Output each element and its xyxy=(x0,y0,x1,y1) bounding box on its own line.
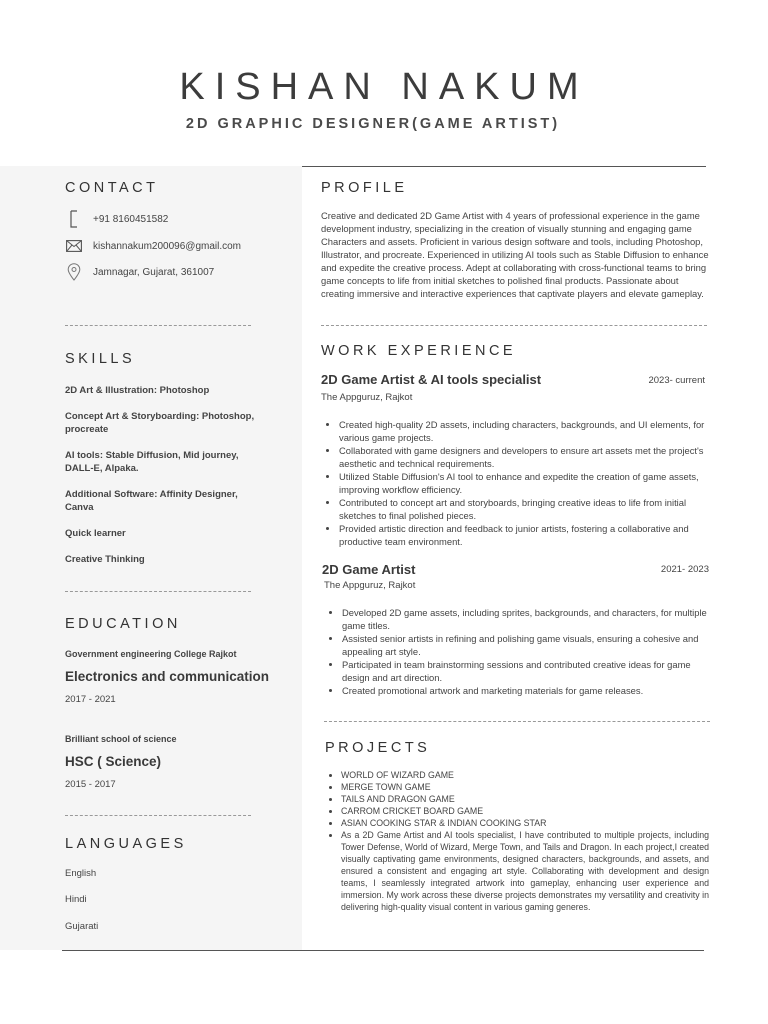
contact-phone xyxy=(65,210,168,228)
projects-list xyxy=(323,769,709,913)
skills-divider xyxy=(65,591,251,592)
language-item: Gujarati xyxy=(65,921,99,932)
mail-icon xyxy=(65,237,83,255)
list-item: • Created promotional artwork and marketing materials for game releases. xyxy=(342,684,712,697)
contact-email xyxy=(65,237,241,255)
list-item: • Contributed to concept art and storyboards, bringing creative ideas to life from initial sketches to final polished pieces. xyxy=(339,496,707,522)
profile-title: PROFILE xyxy=(321,180,408,196)
list-item: • Created high-quality 2D assets, including characters, backgrounds, and UI elements, for various game projects. xyxy=(339,418,707,444)
contact-title: CONTACT xyxy=(65,180,159,196)
list-item: • WORLD OF WIZARD GAME xyxy=(341,769,709,781)
resume-role: 2D GRAPHIC DESIGNER(GAME ARTIST) xyxy=(185,116,561,132)
education-degree: HSC ( Science) xyxy=(65,754,162,769)
list-item: • Provided artistic direction and feedback to junior artists, fostering a collaborative and productive team environment. xyxy=(339,522,707,548)
list-item: • ASIAN COOKING STAR & INDIAN COOKING STAR xyxy=(341,817,709,829)
list-item: • Utilized Stable Diffusion's AI tool to enhance and expedite the creation of game assets, improving workflow efficiency. xyxy=(339,470,707,496)
education-title: EDUCATION xyxy=(65,616,181,632)
language-item: English xyxy=(65,868,97,879)
email-address: kishannakum200096@gmail.com xyxy=(93,240,242,252)
contact-divider xyxy=(65,325,251,326)
list-item: • As a 2D Game Artist and AI tools specialist, I have contributed to multiple projects, including Tower Defense, World of Wizard, Merge Town, and Tails and Dragon. In each project,I created visually captivating game environments, designed characters, backgrounds, and assets, and ensured a consistent and engaging art style. Collaborating with development and design teams, I seamlessly integrated artwork into gameplay, enhancing user experience and immersion. My work across these diverse projects demonstrates my versatility and creativity in delivering high-quality visual content in various gaming generes. xyxy=(341,829,709,913)
list-item: • MERGE TOWN GAME xyxy=(341,781,709,793)
job-dates: 2021- 2023 xyxy=(660,564,709,575)
resume-name: KISHAN NAKUM xyxy=(179,66,589,108)
education-years: 2017 - 2021 xyxy=(65,694,116,705)
list-item: • Assisted senior artists in refining and polishing game visuals, ensuring a cohesive and appealing art style. xyxy=(342,632,712,658)
job-title: 2D Game Artist & AI tools specialist xyxy=(321,372,542,387)
job-company: The Appguruz, Rajkot xyxy=(321,392,413,403)
list-item: • Collaborated with game designers and developers to ensure art assets met the project's aesthetic and technical requirements. xyxy=(339,444,707,470)
location-pin-icon xyxy=(65,263,83,281)
list-item: • TAILS AND DRAGON GAME xyxy=(341,793,709,805)
phone-icon xyxy=(65,210,83,228)
skill-item: 2D Art & Illustration: Photoshop xyxy=(65,385,210,396)
profile-text: Creative and dedicated 2D Game Artist with 4 years of professional experience in the game development industry, specializing in the creation of visually stunning and engaging game Characters and assets. Proficient in various design software and tools, including Photoshop, Illustrator, and procreate. Experienced in utilizing AI tools such as Stable Diffusion to enhance and expedite the creative process. Adept at collaborating with cross-functional teams to bring game concepts to life from initial sketches to polished final products. Passionate about creating immersive and interactive experiences that captivate players and elevate gameplay. xyxy=(321,210,709,299)
skill-item: Concept Art & Storyboarding: Photoshop, procreate xyxy=(65,411,255,435)
education-degree: Electronics and communication xyxy=(65,669,270,684)
footer-divider xyxy=(62,950,704,951)
skill-item: Quick learner xyxy=(65,528,126,539)
skills-title: SKILLS xyxy=(65,351,136,367)
phone-number: +91 8160451582 xyxy=(93,213,169,225)
languages-title: LANGUAGES xyxy=(65,836,187,852)
list-item: • Developed 2D game assets, including sprites, backgrounds, and characters, for multiple game titles. xyxy=(342,606,712,632)
job-title: 2D Game Artist xyxy=(322,562,416,577)
language-item: Hindi xyxy=(65,894,87,905)
job-company: The Appguruz, Rajkot xyxy=(324,580,416,591)
list-item: • CARROM CRICKET BOARD GAME xyxy=(341,805,709,817)
education-divider xyxy=(65,815,251,816)
education-school: Government engineering College Rajkot xyxy=(65,649,237,659)
skill-item: Additional Software: Affinity Designer, Canva xyxy=(65,489,238,513)
skill-item: Creative Thinking xyxy=(65,554,145,565)
projects-title: PROJECTS xyxy=(325,740,431,756)
list-item: • Participated in team brainstorming sessions and contributed creative ideas for game design and art direction. xyxy=(342,658,712,684)
experience-title: WORK EXPERIENCE xyxy=(321,343,517,359)
skill-item: AI tools: Stable Diffusion, Mid journey, DALL-E, Alpaka. xyxy=(65,450,239,474)
experience-divider xyxy=(324,721,710,722)
education-years: 2015 - 2017 xyxy=(65,779,116,790)
job-dates: 2023- current xyxy=(648,375,705,386)
profile-divider xyxy=(321,325,707,326)
education-school: Brilliant school of science xyxy=(65,734,177,744)
address: Jamnagar, Gujarat, 361007 xyxy=(93,266,215,278)
job-bullets xyxy=(321,418,707,548)
contact-address xyxy=(65,263,214,281)
job-bullets xyxy=(324,606,712,697)
